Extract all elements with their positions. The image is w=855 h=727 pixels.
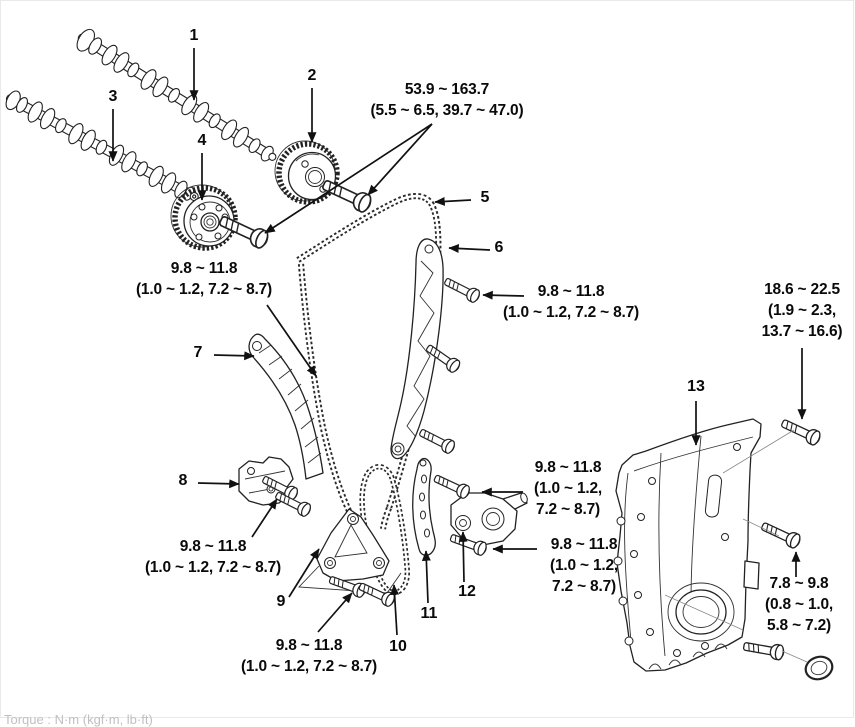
torque-spec-camshaft-sprocket-bolts — [371, 79, 524, 121]
part-label-7: 7 — [193, 344, 203, 361]
torque-spec-line: (0.8 ~ 1.0, — [764, 596, 834, 613]
torque-spec-line: 9.8 ~ 11.8 — [537, 283, 605, 300]
part-label-6: 6 — [494, 239, 504, 256]
torque-spec-line: 9.8 ~ 11.8 — [170, 260, 238, 277]
part-label-3: 3 — [108, 88, 118, 105]
torque-spec-line: 53.9 ~ 163.7 — [404, 81, 490, 98]
torque-spec-line: (1.9 ~ 2.3, — [767, 302, 837, 319]
torque-spec-line: 13.7 ~ 16.6) — [761, 323, 843, 340]
bolt-icon — [320, 176, 373, 214]
torque-spec-timing-cover-lower-bolt — [765, 573, 833, 636]
torque-spec-line: 18.6 ~ 22.5 — [764, 281, 840, 298]
oil-seal-drawing — [803, 653, 835, 682]
part-label-10: 10 — [389, 638, 407, 655]
torque-spec-oil-pump-tensioner-lower-bolt — [550, 534, 618, 597]
torque-spec-timing-cover-upper-bolt — [762, 279, 843, 342]
torque-spec-line: (1.0 ~ 1.2, — [549, 557, 619, 574]
torque-spec-line: 9.8 ~ 11.8 — [550, 536, 618, 553]
bolt-icon — [759, 519, 802, 549]
torque-spec-line: 7.8 ~ 9.8 — [769, 575, 829, 592]
torque-spec-bracket-bolts — [241, 635, 377, 677]
timing-cover-drawing — [614, 419, 761, 671]
torque-spec-oil-pump-tensioner-upper-bolt — [534, 457, 602, 520]
bolt-icon — [417, 426, 456, 455]
camshaft-3-drawing — [2, 87, 203, 208]
torque-spec-line: (1.0 ~ 1.2, 7.2 ~ 8.7) — [135, 281, 273, 298]
bolt-icon — [743, 639, 785, 661]
torque-spec-line: (1.0 ~ 1.2, 7.2 ~ 8.7) — [144, 559, 282, 576]
torque-spec-line: 9.8 ~ 11.8 — [179, 538, 247, 555]
torque-spec-line: (5.5 ~ 6.5, 39.7 ~ 47.0) — [370, 102, 524, 119]
torque-spec-chain-tensioner-bolts — [145, 536, 281, 578]
bolt-icon — [779, 416, 822, 446]
torque-spec-chain-guide-upper-bolt — [503, 281, 639, 323]
part-label-4: 4 — [197, 132, 207, 149]
part-label-5: 5 — [480, 189, 490, 206]
torque-spec-line: (1.0 ~ 1.2, 7.2 ~ 8.7) — [502, 304, 640, 321]
oil-pump-chain-guide-drawing — [413, 459, 436, 556]
part-label-12: 12 — [458, 583, 476, 600]
torque-spec-line: 5.8 ~ 7.2) — [767, 617, 831, 634]
bolt-icon — [442, 275, 481, 304]
figure-caption-clipped: Torque : N·m (kgf·m, lb·ft) — [4, 712, 153, 727]
torque-spec-line: 7.2 ~ 8.7) — [552, 578, 616, 595]
torque-spec-line: 9.8 ~ 11.8 — [275, 637, 343, 654]
part-label-9: 9 — [276, 593, 286, 610]
torque-spec-line: 7.2 ~ 8.7) — [536, 501, 600, 518]
bolt-icon — [432, 472, 471, 500]
part-label-11: 11 — [420, 605, 438, 622]
torque-spec-line: (1.0 ~ 1.2, — [533, 480, 603, 497]
part-label-8: 8 — [178, 472, 188, 489]
torque-spec-tensioner-arm-bolt — [136, 258, 272, 300]
part-label-1: 1 — [189, 27, 199, 44]
torque-spec-line: (1.0 ~ 1.2, 7.2 ~ 8.7) — [240, 658, 378, 675]
part-label-13: 13 — [687, 378, 705, 395]
part-label-2: 2 — [307, 67, 317, 84]
torque-spec-line: 9.8 ~ 11.8 — [534, 459, 602, 476]
